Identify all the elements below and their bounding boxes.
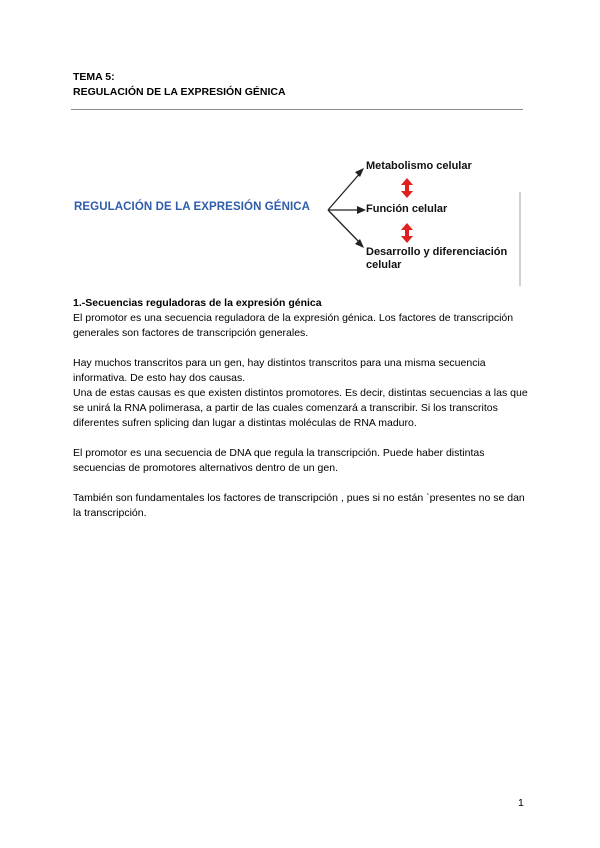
diagram-item-development: Desarrollo y diferenciación celular — [366, 246, 508, 271]
page-number: 1 — [518, 797, 524, 809]
connector-top — [328, 171, 362, 210]
arrowhead-bottom — [355, 239, 364, 248]
paragraph-5: También son fundamentales los factores de transcripción , pues si no están `presentes no se dan la transcripción. — [73, 492, 525, 519]
section-title: 1.-Secuencias reguladoras de la expresión génica — [73, 297, 322, 309]
header-divider — [71, 109, 523, 110]
double-arrow-2 — [401, 223, 413, 243]
double-arrow-1 — [401, 178, 413, 198]
topic-number: TEMA 5: — [73, 71, 115, 83]
section-body — [73, 296, 528, 521]
diagram-item-function: Función celular — [366, 203, 448, 215]
arrowhead-top — [355, 168, 364, 177]
paragraph-2: Hay muchos transcritos para un gen, hay distintos transcritos para una misma secuencia informativa. De esto hay dos causas. — [73, 357, 486, 384]
document-header — [73, 70, 286, 100]
paragraph-4: El promotor es una secuencia de DNA que regula la transcripción. Puede haber distintas secuencias de promotores alternativos dentro de un gen. — [73, 447, 485, 474]
regulation-diagram — [66, 148, 522, 290]
arrowhead-middle — [357, 206, 366, 214]
connector-bottom — [328, 210, 362, 245]
paragraph-3: Una de estas causas es que existen distintos promotores. Es decir, distintas secuencias a las que se unirá la RNA polimerasa, a partir de las cuales comenzará a transcribir. Si los transcritos diferentes sufren splicing dan lugar a distintas moléculas de RNA maduro. — [73, 387, 528, 429]
paragraph-1: El promotor es una secuencia reguladora de la expresión génica. Los factores de transcripción generales son factores de transcripción generales. — [73, 312, 514, 339]
topic-title: REGULACIÓN DE LA EXPRESIÓN GÉNICA — [73, 86, 286, 98]
diagram-edge-line — [519, 192, 521, 286]
diagram-main-label: REGULACIÓN DE LA EXPRESIÓN GÉNICA — [74, 201, 311, 213]
diagram-item-metabolism: Metabolismo celular — [366, 160, 472, 172]
